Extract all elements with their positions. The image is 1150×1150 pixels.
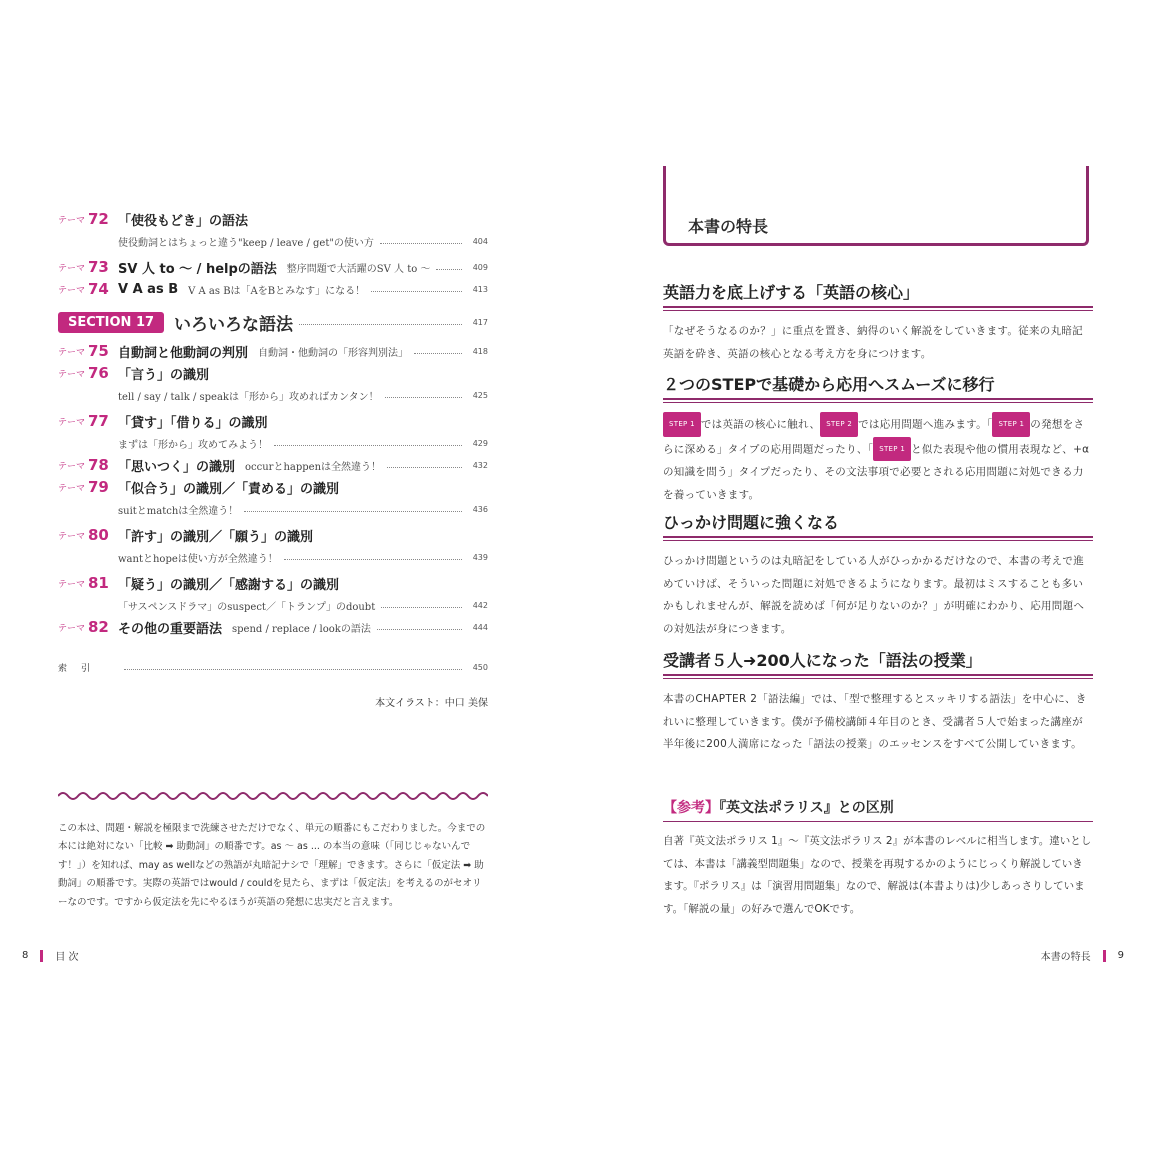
entry-title: V A as B: [118, 281, 179, 297]
theme-label: テーマ: [58, 623, 86, 634]
feature-heading: ひっかけ問題に強くなる: [663, 510, 1093, 538]
page-number: 404: [472, 236, 488, 246]
toc-entry-74[interactable]: [58, 278, 488, 300]
leader-dots: [244, 511, 462, 512]
illustration-credit: 本文イラスト：中口 美保: [375, 698, 488, 709]
entry-subtitle: まずは「形から」攻めてみよう！: [118, 439, 268, 451]
entry-title: その他の重要語法: [118, 621, 223, 637]
feature-4: [663, 648, 1093, 756]
page-number: 439: [472, 552, 488, 562]
entry-subtitle: suitとmatchは全然違う！: [118, 505, 239, 517]
feature-heading: 受講者５人➜200人になった「語法の授業」: [663, 648, 1093, 676]
page-number: 436: [472, 504, 488, 514]
leader-dots: [124, 669, 462, 670]
running-head: 目 次: [55, 952, 79, 963]
step-badge: STEP 1: [873, 437, 911, 462]
theme-number: 78: [88, 456, 109, 474]
page-number: 425: [472, 390, 488, 400]
folio-bar: [40, 950, 43, 962]
entry-subtitle: 自動詞・他動詞の「形容判別法」: [258, 347, 409, 359]
theme-number: 80: [88, 526, 109, 544]
step-badge: STEP 1: [992, 412, 1030, 437]
entry-title: 「許す」の識別／「願う」の識別: [118, 529, 314, 545]
theme-label: テーマ: [58, 215, 86, 226]
leader-dots: [387, 467, 462, 468]
feature-1: [663, 280, 1093, 365]
entry-subtitle: spend / replace / lookの語法: [232, 623, 371, 635]
entry-title: 「疑う」の識別／「感謝する」の識別: [118, 577, 340, 593]
theme-number: 81: [88, 574, 109, 592]
leader-dots: [371, 291, 462, 292]
toc-index[interactable]: [58, 656, 488, 678]
index-label: 索引: [58, 663, 105, 674]
theme-number: 82: [88, 618, 109, 636]
theme-number: 74: [88, 280, 109, 298]
toc-entry-79[interactable]: [58, 476, 488, 520]
leader-dots: [299, 324, 462, 325]
reference-title: 『英文法ポラリス』との区別: [719, 800, 894, 816]
step-badge: STEP 2: [820, 412, 858, 437]
theme-label: テーマ: [58, 417, 86, 428]
entry-title: 「思いつく」の識別: [118, 459, 236, 475]
entry-title: 「言う」の識別: [118, 367, 210, 383]
running-head: 本書の特長: [1040, 952, 1091, 963]
feature-body: ひっかけ問題というのは丸暗記をしている人がひっかかるだけなので、本書の考えで進めていけば、そういった問題に対処できるようになります。最初はミスすることも多いかもしれませんが、解説を読めば「何が足りないのか？」が明確にわかり、応用問題への対処法が身につきます。: [663, 555, 1085, 635]
page-number: 442: [472, 600, 488, 610]
theme-label: テーマ: [58, 531, 86, 542]
feature-body: 「なぜそうなるのか？」に重点を置き、納得のいく解説をしていきます。従来の丸暗記英語を砕き、英語の核心となる考え方を身につけます。: [663, 325, 1083, 360]
step-badge: STEP 1: [663, 412, 701, 437]
theme-number: 76: [88, 364, 109, 382]
theme-number: 79: [88, 478, 109, 496]
author-note: この本は、問題・解説を極限まで洗練させただけでなく、単元の順番にもこだわりました。今までの本には絶対にない「比較 ➡ 助動詞」の順番です。as ～ as ... の本当の意味（「同じじゃないんです！」）を知れば、may as wellなどの熟語が丸暗記ナシで「理解」できます。さらに「仮定法 ➡ 助動詞」の順番です。実際の英語ではwould / couldを見たら、まずは「仮定法」を考えるのがセオリーなのです。ですから仮定法を先にやるほうが英語の発想に忠実だと言えます。: [58, 822, 486, 908]
folio-left: [22, 948, 79, 963]
page-number: 444: [472, 622, 488, 632]
section-title: いろいろな語法: [174, 314, 294, 335]
toc-entry-78[interactable]: [58, 454, 488, 476]
theme-label: テーマ: [58, 461, 86, 472]
page-number: 409: [472, 262, 488, 272]
entry-title: SV 人 to ～ / helpの語法: [118, 261, 277, 277]
page-folio-number: 8: [22, 950, 29, 961]
theme-number: 77: [88, 412, 109, 430]
theme-number: 75: [88, 342, 109, 360]
page-number: 432: [472, 460, 488, 470]
page-title: 本書の特長: [688, 217, 769, 236]
theme-label: テーマ: [58, 285, 86, 296]
feature-2: [663, 372, 1093, 506]
toc-entry-82[interactable]: [58, 616, 488, 638]
folio-bar: [1103, 950, 1106, 962]
theme-number: 72: [88, 210, 109, 228]
title-frame: [663, 166, 1089, 246]
page-number: 429: [472, 438, 488, 448]
leader-dots: [274, 445, 462, 446]
toc-section-17[interactable]: [58, 308, 488, 336]
leader-dots: [380, 243, 462, 244]
leader-dots: [381, 607, 462, 608]
wave-divider: [58, 790, 488, 802]
toc-entry-80[interactable]: [58, 524, 488, 568]
reference-tag: 【参考】: [663, 800, 719, 816]
feature-body: 本書のCHAPTER 2「語法編」では、「型で整理するとスッキリする語法」を中心に、きれいに整理していきます。僕が予備校講師４年目のとき、受講者５人で始まった講座が半年後に200人満席になった「語法の授業」のエッセンスをすべて公開していきます。: [663, 693, 1087, 750]
toc-entry-75[interactable]: [58, 340, 488, 362]
table-of-contents: [58, 208, 488, 709]
leader-dots: [385, 397, 462, 398]
leader-dots: [436, 269, 462, 270]
reference-body: 自著『英文法ポラリス 1』～『英文法ポラリス 2』が本書のレベルに相当します。違いとしては、本書は「講義型問題集」なので、授業を再現するかのようにじっくり解説していきます。『ポラリス』は「演習用問題集」なので、解説は(本書よりは)少しあっさりしています。「解説の量」の好みで選んでOKです。: [663, 835, 1092, 915]
leader-dots: [284, 559, 462, 560]
theme-label: テーマ: [58, 369, 86, 380]
leader-dots: [377, 629, 462, 630]
entry-title: 「貸す」「借りる」の識別: [118, 415, 268, 431]
entry-title: 「使役もどき」の語法: [118, 213, 249, 229]
entry-subtitle: 使役動詞とはちょっと違う"keep / leave / get"の使い方: [118, 237, 374, 249]
toc-entry-72[interactable]: [58, 208, 488, 252]
theme-label: テーマ: [58, 263, 86, 274]
theme-label: テーマ: [58, 483, 86, 494]
entry-title: 「似合う」の識別／「責める」の識別: [118, 481, 340, 497]
feature-3: [663, 510, 1093, 640]
folio-right: [1041, 948, 1124, 963]
page-number: 413: [472, 284, 488, 294]
entry-subtitle: 整序問題で大活躍のSV 人 to ～: [286, 263, 431, 275]
reference-heading: [663, 797, 1093, 822]
theme-label: テーマ: [58, 579, 86, 590]
feature-body: STEP 1 では英語の核心に触れ、 STEP 2 では応用問題へ進みます。「 STEP 1 の発想をさらに深める」タイプの応用問題だったり、「 STEP 1 と似た表現や他の慣用表現など、+αの知識を問う」タイプだったり、その文法事項で必要とされる応用問題に対処できる力を養っていきます。: [663, 412, 1093, 506]
entry-subtitle: V A as Bは「AをBとみなす」になる！: [188, 285, 366, 297]
feature-heading: 英語力を底上げする「英語の核心」: [663, 280, 1093, 308]
page-number: 417: [472, 317, 488, 327]
theme-number: 73: [88, 258, 109, 276]
entry-subtitle: tell / say / talk / speakは「形から」攻めればカンタン！: [118, 391, 379, 403]
toc-entry-81[interactable]: [58, 572, 488, 616]
page-number: 418: [472, 346, 488, 356]
leader-dots: [414, 353, 462, 354]
section-badge: SECTION 17: [58, 312, 164, 333]
feature-heading: ２つのSTEPで基礎から応用へスムーズに移行: [663, 372, 1093, 400]
toc-entry-77[interactable]: [58, 410, 488, 454]
page-number: 450: [472, 662, 488, 672]
entry-title: 自動詞と他動詞の判別: [118, 345, 249, 361]
theme-label: テーマ: [58, 347, 86, 358]
toc-entry-73[interactable]: [58, 256, 488, 278]
entry-subtitle: wantとhopeは使い方が全然違う！: [118, 553, 278, 565]
toc-entry-76[interactable]: [58, 362, 488, 406]
right-page: [575, 0, 1150, 1150]
entry-subtitle: occurとhappenは全然違う！: [245, 461, 382, 473]
entry-subtitle: 「サスペンスドラマ」のsuspect／「トランプ」のdoubt: [118, 601, 376, 613]
page-folio-number: 9: [1117, 950, 1124, 961]
